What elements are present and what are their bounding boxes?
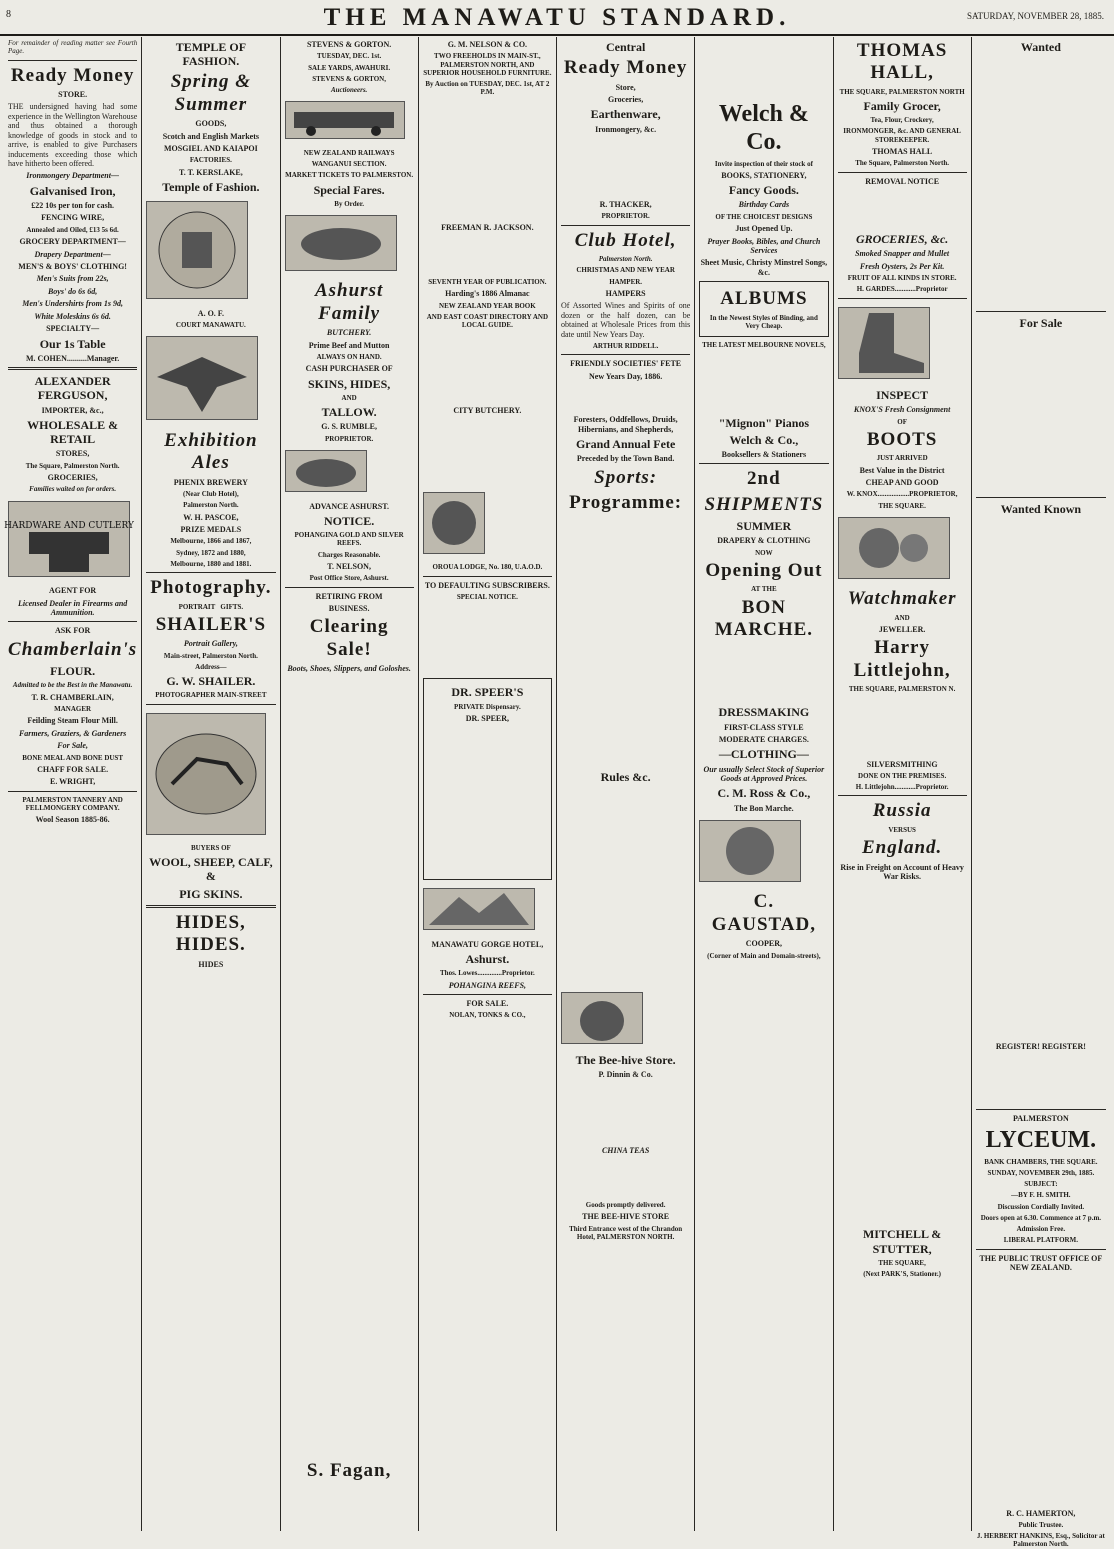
palmerston-label: PALMERSTON <box>1013 1113 1069 1123</box>
the-square: THE SQUARE. <box>878 501 926 510</box>
mens-suits: Men's Suits from 22s, <box>36 274 109 284</box>
scotch-english: Scotch and English Markets <box>162 131 259 141</box>
hamper: HAMPER. <box>609 277 643 286</box>
versus: VERSUS <box>888 825 916 834</box>
foresters: Foresters, Oddfellows, Druids, Hibernians, and Shepherds, <box>573 415 678 434</box>
drapery-clothing: DRAPERY & CLOTHING <box>717 536 811 546</box>
special-fares: Special Fares. <box>313 182 385 197</box>
wright: E. WRIGHT, <box>49 777 96 787</box>
groceries-3: GROCERIES, &c. <box>855 232 949 247</box>
by-order: By Order. <box>334 199 364 208</box>
clearing-sale: Clearing Sale! <box>309 616 389 660</box>
fencing-sub: Annealed and Oiled, £13 5s 6d. <box>26 225 119 234</box>
defaulting-subscribers: TO DEFAULTING SUBSCRIBERS. <box>424 580 550 590</box>
column-3 <box>281 37 419 1531</box>
gallery-address: Main-street, Palmerston North. <box>163 651 258 660</box>
inspect: INSPECT <box>876 388 929 403</box>
wool-sheep-calf: WOOL, SHEEP, CALF, & <box>149 855 273 884</box>
two-freeholds: TWO FREEHOLDS IN MAIN-ST., PALMERSTON NORTH, AND SUPERIOR HOUSEHOLD FURNITURE. <box>423 52 552 77</box>
nolan-tonks: NOLAN, TONKS & CO., <box>449 1011 526 1020</box>
and-label: AND <box>341 394 357 402</box>
moleskins: White Moleskins 6s 6d. <box>34 311 111 321</box>
beehive-sub: Third Entrance west of the Chrandon Hotel, PALMERSTON NORTH. <box>569 1224 683 1242</box>
doors-open: Doors open at 6.30. Commence at 7 p.m. <box>980 1213 1102 1222</box>
shipments: SHIPMENTS <box>704 493 824 515</box>
sg-role: Auctioneers. <box>330 86 368 95</box>
oroua-lodge: OROUA LODGE, No. 180, U.A.O.D. <box>432 563 543 572</box>
agent-for: AGENT FOR <box>49 586 97 596</box>
lowes: Thos. Lowes..............Proprietor. <box>440 969 535 978</box>
hall-square: THE SQUARE, PALMERSTON NORTH <box>839 87 965 96</box>
portrait-gifts <box>146 603 275 611</box>
pig-skins: PIG SKINS. <box>179 886 243 901</box>
discussion: Discussion Cordially Invited. <box>997 1202 1085 1211</box>
and-2: AND <box>894 613 910 622</box>
boot-illustration <box>838 307 930 379</box>
market-tickets: MARKET TICKETS TO PALMERSTON. <box>285 171 414 180</box>
licensed-dealer: Licensed Dealer in Firearms and Ammunition. <box>17 598 128 617</box>
hampers: HAMPERS <box>605 288 646 298</box>
advance-ashurst: ADVANCE ASHURST. <box>309 501 389 511</box>
mens-clothing: MEN'S & BOYS' CLOTHING! <box>18 262 127 271</box>
prize-medals: PRIZE MEDALS <box>180 525 242 535</box>
thomas-hall-2: THOMAS HALL <box>872 146 933 156</box>
fencing-wire: FENCING WIRE, <box>41 213 105 223</box>
shilling-table: Our 1s Table <box>39 336 106 351</box>
column-6 <box>695 37 833 1531</box>
thomas-hall: THOMAS HALL, <box>856 40 948 84</box>
column-5 <box>557 37 695 1531</box>
column-2 <box>142 37 280 1531</box>
cheap-good: CHEAP AND GOOD <box>865 478 939 487</box>
rumble: G. S. RUMBLE, <box>321 422 378 432</box>
melbourne-1866: Melbourne, 1866 and 1867, <box>170 537 252 546</box>
business: BUSINESS. <box>328 604 370 613</box>
clothing: —CLOTHING— <box>718 747 809 762</box>
farmers-graziers: Farmers, Graziers, & Gardeners <box>18 728 127 738</box>
dinnin: P. Dinnin & Co. <box>598 1070 653 1080</box>
column-8 <box>972 37 1110 1549</box>
mignon-pianos: "Mignon" Pianos <box>718 415 810 430</box>
store-label: Store, <box>615 82 636 92</box>
watch-illustration <box>838 517 950 579</box>
sunday-date: SUNDAY, NOVEMBER 29th, 1885. <box>987 1168 1095 1177</box>
phenix-loc: Palmerston North. <box>183 501 239 510</box>
done-premises: DONE ON THE PREMISES. <box>858 771 947 780</box>
stevens-gorton: STEVENS & GORTON. <box>306 40 392 49</box>
ask-for: ASK FOR <box>54 626 91 636</box>
nz-year-book: NEW ZEALAND YEAR BOOK <box>439 301 536 310</box>
issue-date: SATURDAY, NOVEMBER 28, 1885. <box>966 11 1104 21</box>
bon-marche: BON MARCHE. <box>714 596 814 640</box>
china-teas: CHINA TEAS <box>601 1145 650 1155</box>
best-value: Best Value in the District <box>859 465 945 475</box>
hardware-label: HARDWARE AND CUTLERY <box>4 520 134 531</box>
just-opened: Just Opened Up. <box>735 224 793 234</box>
sale-date: TUESDAY, DEC. 1st. <box>316 52 382 61</box>
spring-summer: Spring & Summer <box>170 71 252 115</box>
riddell: ARTHUR RIDDELL. <box>592 342 659 351</box>
photographer: PHOTOGRAPHER MAIN-STREET <box>155 691 267 700</box>
ready-money-2: Ready Money <box>563 57 688 79</box>
boys-suits: Boys' do 6s 6d, <box>47 286 98 296</box>
england: England. <box>861 837 943 859</box>
rise-in-freight: Rise in Freight on Account of Heavy War Risks. <box>840 862 964 881</box>
melbourne-novels: THE LATEST MELBOURNE NOVELS, <box>702 341 826 350</box>
wool-season: Wool Season 1885-86. <box>35 815 110 825</box>
prayer-books: Prayer Books, Bibles, and Church Services <box>707 236 821 256</box>
sg-auctioneers: STEVENS & GORTON, <box>312 74 386 83</box>
butchery: BUTCHERY. <box>326 328 372 338</box>
bon-marche-2: The Bon Marche. <box>734 803 794 813</box>
flour-mill: Feilding Steam Flour Mill. <box>27 716 118 726</box>
knox-consignment: KNOX'S Fresh Consignment <box>853 405 951 415</box>
gardes: H. GARDES............Proprietor <box>856 285 948 294</box>
beehive-illustration <box>561 992 643 1044</box>
silversmithing: SILVERSMITHING <box>866 759 938 769</box>
dressmaking: DRESSMAKING <box>718 705 810 720</box>
undershirts: Men's Undershirts from 1s 9d, <box>22 299 123 309</box>
ironmongery-dept: Ironmongery Department— <box>26 171 119 181</box>
skins-hides: SKINS, HIDES, <box>307 376 391 391</box>
gifts-label: GIFTS. <box>220 602 244 611</box>
wanted-heading: Wanted <box>1020 40 1061 54</box>
train-illustration <box>285 101 405 139</box>
for-sale: For Sale, <box>57 741 88 751</box>
melbourne-1880: Melbourne, 1880 and 1881. <box>170 559 252 568</box>
mitchell-sub: (Next PARK'S, Stationer.) <box>863 1269 942 1278</box>
buyers-of: BUYERS OF <box>190 844 231 853</box>
storekeeper: IRONMONGER, &c. AND GENERAL STOREKEEPER. <box>843 127 961 144</box>
court-manawatu: COURT MANAWATU. <box>175 321 246 330</box>
xmas-newyear: CHRISTMAS AND NEW YEAR <box>576 266 675 275</box>
goods: GOODS, <box>195 119 227 129</box>
central-label: Central <box>605 40 646 54</box>
thacker-role: PROPRIETOR. <box>601 212 650 221</box>
mitchell-square: THE SQUARE, <box>878 1258 926 1267</box>
family-grocer: Family Grocer, <box>863 99 941 114</box>
hamerton: R. C. HAMERTON, <box>1006 1508 1076 1518</box>
earthenware: Earthenware, <box>590 107 661 122</box>
littlejohn-square: THE SQUARE, PALMERSTON N. <box>848 685 956 694</box>
ready-money-body: THE undersigned having had some experience in the Wellington Warehouse and thus obtained a thorough knowledge of goods in stock and to arrive, is enabled to give Purchasers inducements exceeding those which have hitherto been offered. <box>8 102 138 168</box>
littlejohn-prop: H. Littlejohn............Proprietor. <box>855 783 949 792</box>
ironmongery: Ironmongery, &c. <box>595 124 657 134</box>
fruit: FRUIT OF ALL KINDS IN STORE. <box>847 274 957 283</box>
hides-hides: HIDES, HIDES. <box>175 911 246 956</box>
aof: A. O. F. <box>197 308 224 318</box>
russia: Russia <box>872 800 932 822</box>
chaff-for-sale: CHAFF FOR SALE. <box>37 764 109 774</box>
photography: Photography. <box>150 577 272 599</box>
moderate-charges: MODERATE CHARGES. <box>718 734 809 744</box>
hankins: J. HERBERT HANKINS, Esq., Solicitor at Palmerston North. <box>976 1532 1105 1549</box>
opening-out: Opening Out <box>705 559 823 581</box>
harry-littlejohn: Harry Littlejohn, <box>853 637 951 681</box>
s-fagan: S. Fagan, <box>306 1459 392 1481</box>
portrait-gallery: Portrait Gallery, <box>183 639 238 649</box>
rules: Rules &c. <box>600 770 651 785</box>
preceded: Preceded by the Town Band. <box>576 454 675 464</box>
thacker: R. THACKER, <box>599 200 652 210</box>
fancy-goods: Fancy Goods. <box>728 183 799 198</box>
reading-matter-notice: For remainder of reading matter see Fourth Page. <box>8 39 138 56</box>
bull-illustration <box>285 215 397 271</box>
speciality: SPECIALTY— <box>46 324 100 334</box>
cohen-manager: M. COHEN..........Manager. <box>25 353 120 363</box>
gorge-hotel: MANAWATU GORGE HOTEL, <box>431 939 544 949</box>
prime-beef: Prime Beef and Mutton <box>308 340 390 350</box>
new-years-day: New Years Day, 1886. <box>589 371 663 381</box>
register: REGISTER! REGISTER! <box>995 1042 1086 1052</box>
drapery-dept: Drapery Department— <box>34 249 111 259</box>
freeman-jackson: FREEMAN R. JACKSON. <box>441 222 534 232</box>
first-class-style: FIRST-CLASS STYLE <box>724 722 804 732</box>
temple-of-fashion-2: Temple of Fashion. <box>162 180 260 195</box>
retiring-from: RETIRING FROM <box>315 591 383 601</box>
cash-purchaser: CASH PURCHASER OF <box>305 364 393 374</box>
ready-money-sub: STORE. <box>58 89 88 99</box>
ready-money-title: Ready Money <box>10 64 135 86</box>
dr-speer: DR. SPEER, <box>465 713 510 723</box>
column-4 <box>419 37 557 1531</box>
groceries: GROCERIES, <box>47 472 98 482</box>
cooper: COOPER, <box>745 939 782 949</box>
page-number: 8 <box>6 9 12 20</box>
phenix-brewery: PHENIX BREWERY <box>173 477 248 487</box>
welch-co: Welch & Co. <box>718 101 809 156</box>
nelson-co: G. M. NELSON & CO. <box>447 40 528 49</box>
of-label: OF <box>897 417 907 426</box>
shailer-name: G. W. SHAILER. <box>166 674 256 689</box>
flour-tag: Admitted to be the Best in the Manawatu. <box>12 681 133 690</box>
chamberlains-title: Chamberlain's <box>8 638 138 660</box>
hides-sub: HIDES <box>198 959 224 969</box>
hamerton-role: Public Trustee. <box>1018 1520 1064 1529</box>
address-label: Address— <box>195 662 227 671</box>
kerslake: T. T. KERSLAKE, <box>178 167 243 177</box>
now-label: NOW <box>755 548 773 557</box>
lion-illustration <box>285 450 367 492</box>
tannery-horse-illustration <box>146 713 266 835</box>
tannery-heading: PALMERSTON TANNERY AND FELLMONGERY COMPANY. <box>22 795 123 813</box>
for-sale-heading: FOR SALE. <box>466 998 509 1008</box>
flour-word: FLOUR. <box>50 664 96 679</box>
nz-year-book-sub: AND EAST COAST DIRECTORY AND LOCAL GUIDE. <box>426 313 548 330</box>
wines-body: Of Assorted Wines and Spirits of one dozen or the half dozen, can be obtained at Wholesale Prices from this date until New Years Day. <box>561 301 691 339</box>
tallow: TALLOW. <box>321 405 377 420</box>
hardware-anvil-illustration <box>4 501 134 577</box>
always-on-hand: ALWAYS ON HAND. <box>316 353 382 362</box>
boots-shoes: Boots, Shoes, Slippers, and Goloshes. <box>287 664 411 674</box>
welch-co-2: Welch & Co., <box>729 432 799 447</box>
ferguson-name: ALEXANDER FERGUSON, <box>34 374 111 403</box>
knox-name: W. KNOX..................PROPRIETOR, <box>846 490 958 499</box>
wanganui-section: WANGANUI SECTION. <box>311 160 387 169</box>
bank-chambers: BANK CHAMBERS, THE SQUARE. <box>984 1157 1098 1166</box>
beehive-store-2: THE BEE-HIVE STORE <box>582 1212 670 1222</box>
grocery-dept: GROCERY DEPARTMENT— <box>19 237 126 247</box>
ross-co: C. M. Ross & Co., <box>717 786 811 801</box>
notice-heading: NOTICE. <box>323 513 375 528</box>
sheet-music: Sheet Music, Christy Minstrel Songs, &c. <box>700 258 828 277</box>
programme: Programme: <box>569 492 683 514</box>
sports: Sports: <box>594 466 658 488</box>
club-location: Palmerston North. <box>598 255 653 264</box>
city-butchery: CITY BUTCHERY. <box>453 405 522 415</box>
club-hotel: Club Hotel, <box>574 229 677 251</box>
phenix-sub: (Near Club Hotel), <box>183 490 239 499</box>
columns <box>4 37 1110 1549</box>
smith: —BY F. H. SMITH. <box>1011 1191 1071 1200</box>
mosgiel: MOSGIEL AND KAIAPOI <box>163 144 258 153</box>
masthead <box>0 0 1114 36</box>
sale-yards: SALE YARDS, AWAHURI. <box>308 63 391 72</box>
dispensary: PRIVATE Dispensary. <box>454 702 521 711</box>
pohangina-reefs-2: POHANGINA REEFS, <box>448 980 527 990</box>
portrait-label: PORTRAIT <box>178 602 216 611</box>
liberal-platform: LIBERAL PLATFORM. <box>1003 1236 1078 1245</box>
dr-speers: DR. SPEER'S <box>451 685 524 700</box>
chamberlain-name: T. R. CHAMBERLAIN, <box>31 692 114 702</box>
booksellers: Booksellers & Stationers <box>721 449 807 459</box>
second: 2nd <box>747 468 781 490</box>
eagle-illustration <box>146 336 258 420</box>
removal-notice: REMOVAL NOTICE <box>865 176 940 186</box>
gaustad-corner: (Corner of Main and Domain-streets), <box>707 951 821 960</box>
nz-railways: NEW ZEALAND RAILWAYS <box>303 148 395 157</box>
rumble-role: PROPRIETOR. <box>324 434 374 443</box>
gaustad: C. GAUSTAD, <box>711 891 816 935</box>
galvanised-iron: Galvanised Iron, <box>29 183 116 198</box>
boots: BOOTS <box>866 428 938 450</box>
temple-of-fashion: TEMPLE OF FASHION. <box>175 40 247 69</box>
harding-almanac: Harding's 1886 Almanac <box>445 289 530 299</box>
jeweller: JEWELLER. <box>878 625 926 635</box>
druid-head-illustration <box>423 492 485 554</box>
nelson-name: T. NELSON, <box>327 561 371 571</box>
tea-flour: Tea, Flour, Crockery, <box>870 116 934 125</box>
newspaper-title: THE MANAWATU STANDARD. <box>323 4 791 31</box>
column-7 <box>834 37 972 1531</box>
gorge-ashurst: Ashurst. <box>465 952 510 967</box>
beehive-store: The Bee-hive Store. <box>575 1053 676 1068</box>
fresh-oysters: Fresh Oysters, 2s Per Kit. <box>859 261 945 271</box>
public-trust: THE PUBLIC TRUST OFFICE OF NEW ZEALAND. <box>979 1253 1103 1273</box>
ashurst-family: Ashurst Family <box>314 280 384 324</box>
iron-price: £22 10s per ton for cash. <box>31 201 115 210</box>
subject-label: SUBJECT: <box>1024 1180 1058 1189</box>
for-sale-heading: For Sale <box>1019 316 1063 331</box>
usual-stock: Our usually Select Stock of Superior Goods at Approved Prices. <box>703 764 825 783</box>
column-1 <box>4 37 142 1531</box>
birthday-cards: Birthday Cards <box>738 200 790 210</box>
albums-sub: In the Newest Styles of Binding, and Very Cheap. <box>709 313 818 330</box>
pohangina-reefs: POHANGINA GOLD AND SILVER REEFS. <box>294 531 404 548</box>
seventh-year: SEVENTH YEAR OF PUBLICATION. <box>428 278 547 287</box>
mitchell-stutter: MITCHELL & STUTTER, <box>862 1227 942 1256</box>
choicest-designs: OF THE CHOICEST DESIGNS <box>715 212 813 221</box>
shailers: SHAILER'S <box>155 613 267 635</box>
cooper-tools-illustration <box>699 820 801 882</box>
sydney-1872: Sydney, 1872 and 1880, <box>176 548 246 557</box>
smoked-snapper: Smoked Snapper and Mullet <box>855 249 950 259</box>
at-the: AT THE <box>751 585 777 594</box>
foresters-emblem-illustration <box>146 201 248 299</box>
summer: SUMMER <box>736 519 792 534</box>
bone-meal: BONE MEAL AND BONE DUST <box>22 753 123 762</box>
factories: FACTORIES. <box>189 156 232 165</box>
goods-delivered: Goods promptly delivered. <box>585 1201 666 1210</box>
grand-fete: Grand Annual Fete <box>575 437 676 452</box>
exhibition-ales: Exhibition Ales <box>164 429 258 474</box>
mountain-illustration <box>423 888 535 930</box>
watchmaker: Watchmaker <box>847 588 957 610</box>
charges-reasonable: Charges Reasonable. <box>317 550 381 559</box>
by-auction: By Auction on TUESDAY, DEC. 1st, AT 2 P.M. <box>425 80 550 97</box>
invite-inspection: Invite inspection of their stock of <box>714 159 813 168</box>
hall-square-2: The Square, Palmerston North. <box>855 159 950 168</box>
wanted-known-heading: Wanted Known <box>1000 502 1082 517</box>
ferguson-trade: WHOLESALE & RETAIL <box>27 417 119 447</box>
special-notice: SPECIAL NOTICE. <box>456 593 518 602</box>
nelson-sub: Post Office Store, Ashurst. <box>309 574 389 583</box>
albums: ALBUMS <box>720 288 808 310</box>
friendly-societies: FRIENDLY SOCIETIES' FETE <box>570 359 682 369</box>
chamberlain-role: MANAGER <box>54 705 92 714</box>
admission: Admission Free. <box>1016 1225 1066 1234</box>
books-stationery: BOOKS, STATIONERY, <box>721 170 807 180</box>
lyceum: LYCEUM. <box>985 1127 1097 1154</box>
ferguson-stores: STORES, <box>55 449 90 459</box>
ferguson-address: The Square, Palmerston North. <box>25 461 120 470</box>
pascoe: W. H. PASCOE, <box>183 512 239 522</box>
groceries-2: Groceries, <box>608 95 644 104</box>
ferguson-role: IMPORTER, &c., <box>41 405 104 415</box>
families: Families waited on for orders. <box>29 485 117 494</box>
just-arrived: JUST ARRIVED <box>876 454 928 463</box>
